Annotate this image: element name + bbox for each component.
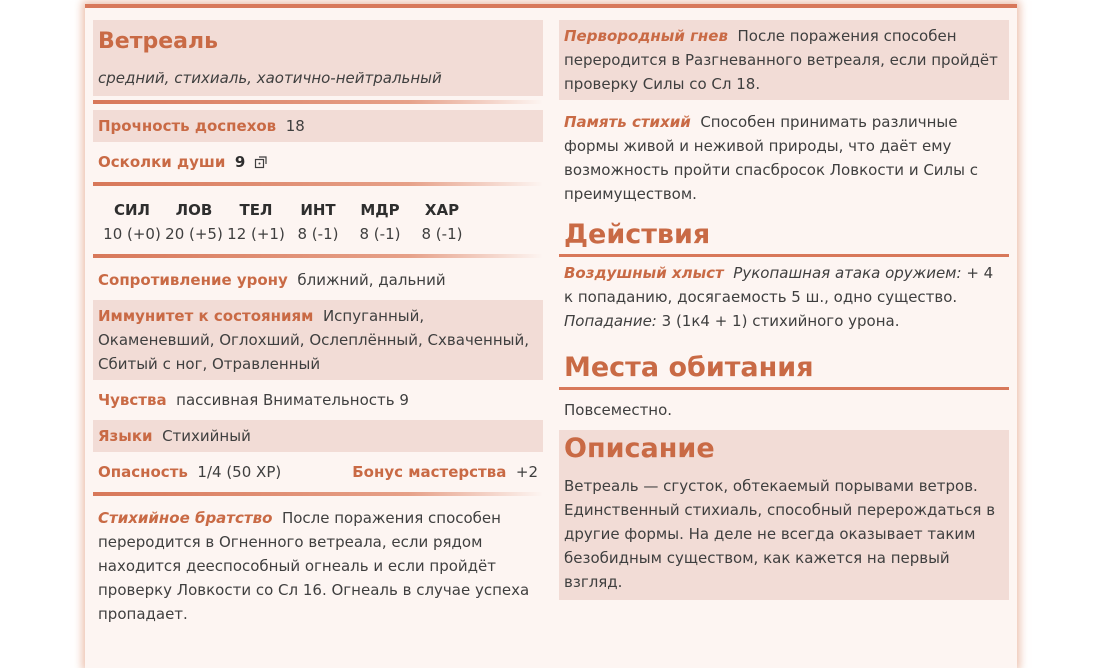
languages-row: [93, 420, 543, 452]
spacer: [559, 337, 1009, 349]
creature-name: Ветреаль: [98, 29, 218, 54]
action-name: Воздушный хлыст: [564, 264, 724, 282]
senses-value: пассивная Внимательность 9: [176, 391, 409, 409]
resistances-row: [93, 264, 543, 296]
right-column: [559, 20, 1009, 600]
trait-elemental-brotherhood: [93, 502, 543, 630]
trait-name: Стихийное братство: [98, 509, 273, 527]
proficiency-label: Бонус мастерства: [352, 463, 507, 481]
ability-str: СИЛ 10 (+0): [103, 201, 161, 243]
trait-name: Первородный гнев: [564, 27, 728, 45]
trait-elemental-memory: [559, 106, 1009, 210]
proficiency-value: +2: [515, 463, 538, 481]
senses-row: [93, 384, 543, 416]
soul-shards-label: Осколки души: [98, 153, 226, 171]
immunities-row: [93, 300, 543, 380]
statblock-card: [85, 4, 1017, 668]
danger: [98, 460, 281, 484]
action-text: + 4 к попаданию, досягаемость 5 ш., одно существо.: [564, 264, 994, 306]
description-text: Ветреаль — сгусток, обтекаемый порывами ветров. Единственный стихиаль, способный перерождаться в другие формы. На деле не всегда оказывает таким безобидным существом, как кажется на первый взгляд.: [564, 477, 996, 591]
ability-scores: [93, 192, 543, 250]
danger-value: 1/4 (50 XP): [197, 463, 282, 481]
resistances-label: Сопротивление урону: [98, 271, 288, 289]
proficiency: [352, 460, 538, 484]
senses-label: Чувства: [98, 391, 167, 409]
trait-text: После поражения способен переродится в Огненного ветреала, если рядом находится дееспособный огнеаль и если пройдёт проверку Ловкости со Сл 16. Огнеаль в случае успеха пропадает.: [98, 509, 530, 623]
ability-con: ТЕЛ 12 (+1): [227, 201, 285, 243]
description-block: [559, 430, 1009, 600]
action-hit-text: 3 (1к4 + 1) стихийного урона.: [661, 312, 900, 330]
action-attack-type: Рукопашная атака оружием:: [733, 264, 962, 282]
immunities-value: Испуганный, Окаменевший, Оглохший, Ослеплённый, Схваченный, Сбитый с ног, Отравленный: [98, 307, 530, 373]
ability-cha: ХАР 8 (-1): [421, 201, 463, 243]
left-column: [93, 20, 543, 630]
actions-heading: Действия: [559, 216, 1009, 257]
soul-shards-row: [93, 142, 543, 178]
description-heading: Описание: [564, 433, 715, 464]
resistances-value: ближний, дальний: [297, 271, 446, 289]
ability-dex: ЛОВ 20 (+5): [165, 201, 223, 243]
divider: [93, 492, 543, 496]
armor-row: [93, 110, 543, 142]
action-air-whip: [559, 257, 1009, 337]
trait-primal-rage: [559, 20, 1009, 100]
trait-name: Память стихий: [564, 113, 691, 131]
languages-label: Языки: [98, 427, 153, 445]
armor-label: Прочность доспехов: [98, 117, 277, 135]
danger-label: Опасность: [98, 463, 188, 481]
trait-text: Способен принимать различные формы живой и неживой природы, что даёт ему возможность пройти спасбросок Ловкости и Силы с преимуществом.: [564, 113, 979, 203]
trait-text: После поражения способен переродится в Разгневанного ветреаля, если пройдёт проверку Силы со Сл 18.: [564, 27, 998, 93]
divider: [93, 182, 543, 186]
dice-icon[interactable]: [254, 152, 268, 166]
languages-value: Стихийный: [162, 427, 251, 445]
divider: [93, 254, 543, 258]
habitat-heading: Места обитания: [559, 349, 1009, 390]
danger-row: [93, 456, 543, 488]
creature-type: средний, стихиаль, хаотично-нейтральный: [98, 69, 442, 87]
armor-value: 18: [285, 117, 305, 135]
ability-int: ИНТ 8 (-1): [297, 201, 339, 243]
ability-wis: МДР 8 (-1): [359, 201, 401, 243]
header-block: [93, 20, 543, 96]
immunities-label: Иммунитет к состояниям: [98, 307, 314, 325]
soul-shards-value: 9: [234, 153, 246, 171]
divider: [93, 100, 543, 104]
action-hit-label: Попадание:: [564, 312, 657, 330]
habitat-text: Повсеместно.: [564, 401, 673, 419]
